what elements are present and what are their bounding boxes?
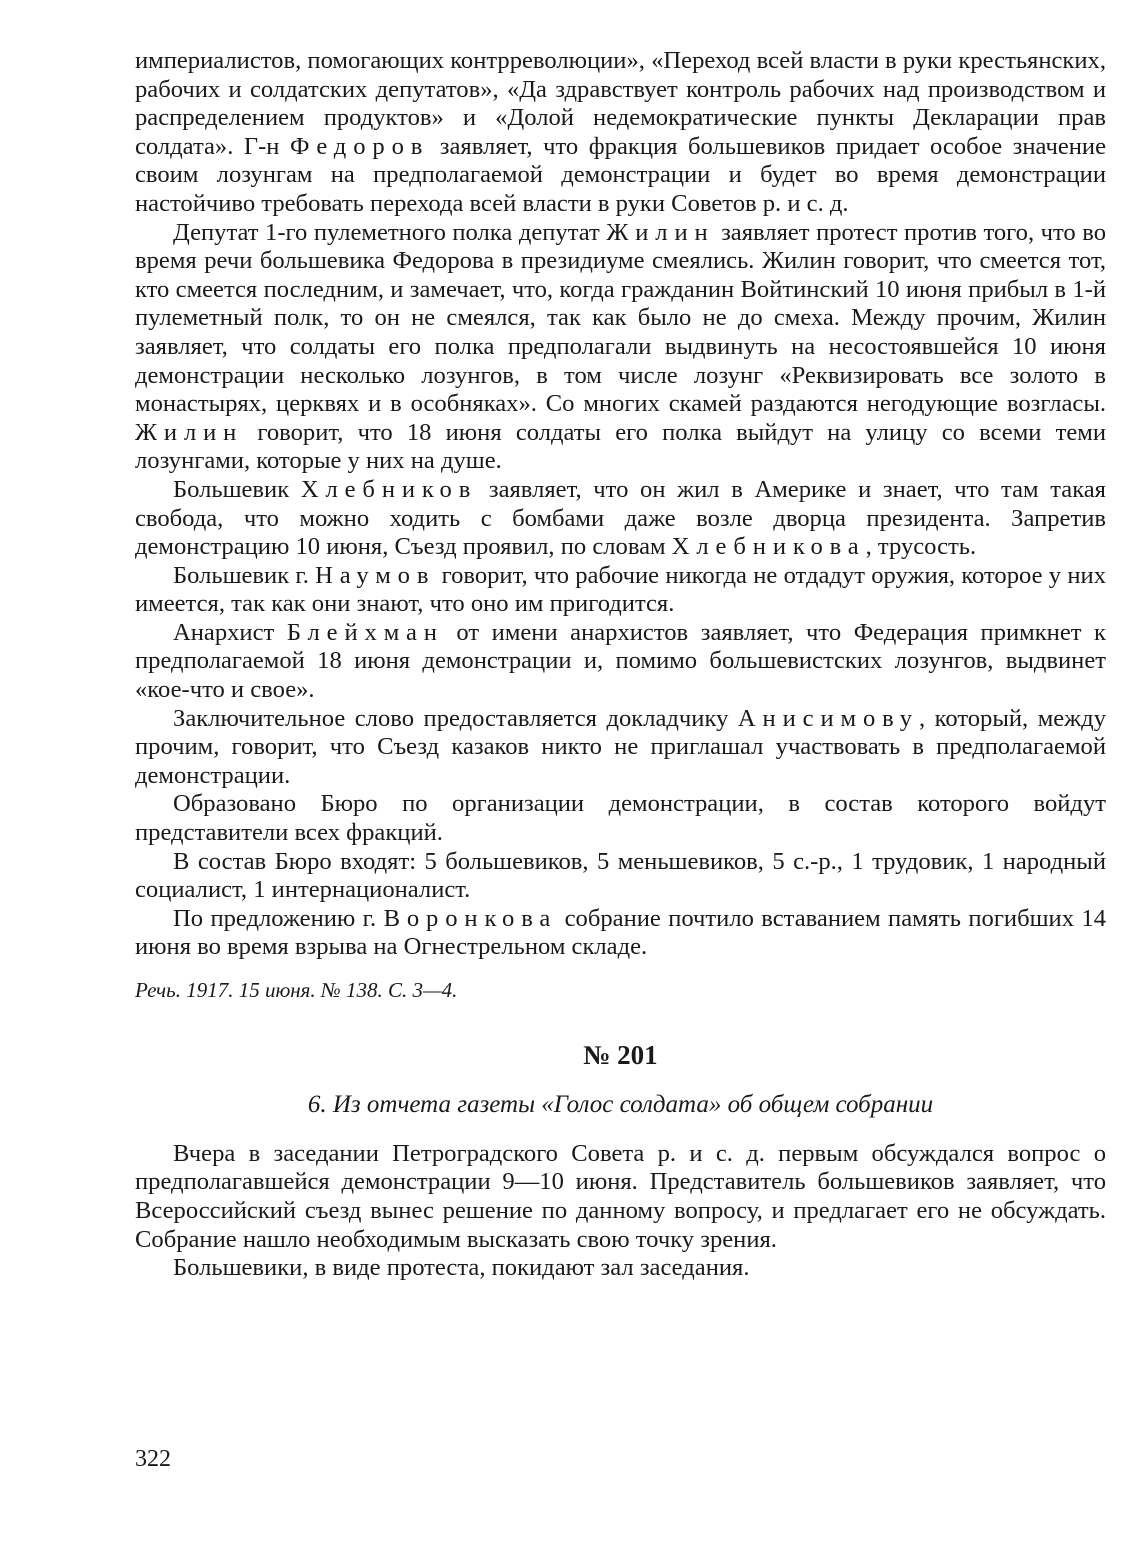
paragraph: Анархист Блейхман от имени анархистов заявляет, что Федерация примкнет к предполагаемой 18 июня демонстрации и, помимо большевистских лозунгов, выдвинет «кое-что и свое».: [135, 618, 1106, 704]
spaced-name: Федоров: [290, 132, 430, 160]
spaced-name: Жилин: [135, 418, 244, 446]
spaced-name: Анисимову: [737, 704, 919, 732]
document-number: № 201: [583, 1039, 658, 1070]
spaced-name: Жилин: [606, 218, 715, 246]
spaced-name: Воронкова: [383, 904, 558, 932]
page-number: 322: [135, 1446, 171, 1472]
paragraph: По предложению г. Воронкова собрание почтило вставанием память погибших 14 июня во время взрыва на Огнестрельном складе.: [135, 904, 1107, 961]
paragraph: Большевик г. Наумов говорит, что рабочие никогда не отдадут оружия, которое у них имеется, так как они знают, что оно им пригодится.: [135, 561, 1106, 618]
paragraph: Заключительное слово предоставляется докладчику Анисимову, который, между прочим, говорит, что Съезд казаков никто не приглашал участвовать в предполагаемой демонстрации.: [135, 704, 1106, 789]
paragraph: В состав Бюро входят: 5 большевиков, 5 меньшевиков, 5 с.-р., 1 трудовик, 1 народный социалист, 1 интернационалист.: [135, 847, 1106, 904]
spaced-name: Хлебникова: [671, 533, 866, 561]
paragraph: Вчера в заседании Петроградского Совета р. и с. д. первым обсуждался вопрос о предполагавшейся демонстрации 9—10 июня. Представитель большевиков заявляет, что Всероссийский съезд вынес решение по данному вопросу, и предлагает его не обсуждать. Собрание нашло необходимым высказать свою точку зрения.: [135, 1139, 1106, 1253]
spaced-name: Блейхман: [286, 618, 444, 646]
spaced-name: Наумов: [315, 561, 436, 589]
spaced-name: Хлебников: [300, 475, 478, 503]
document-title: 6. Из отчета газеты «Голос солдата» об общем собрании: [307, 1091, 934, 1119]
paragraph: Большевик Хлебников заявляет, что он жил в Америке и знает, что там такая свобода, что можно ходить с бомбами даже возле дворца президента. Запретив демонстрацию 10 июня, Съезд проявил, по словам Хлебникова, трусость.: [135, 475, 1106, 561]
paragraph: Большевики, в виде протеста, покидают зал заседания.: [173, 1254, 750, 1282]
paragraph: Депутат 1-го пулеметного полка депутат Жилин заявляет протест против того, что во время речи большевика Федорова в президиуме смеялись. Жилин говорит, что смеется тот, кто смеется последним, и замечает, что, когда гражданин Войтинский 10 июня прибыл в 1-й пулеметный полк, то он не смеялся, так как было не до смеха. Между прочим, Жилин заявляет, что солдаты его полка предполагали выдвинуть на несостоявшейся 10 июня демонстрации несколько лозунгов, в том числе лозунг «Реквизировать все золото в монастырях, церквях и в особняках». Со многих скамей раздаются негодующие возгласы. Жилин говорит, что 18 июня солдаты его полка выйдут на улицу со всеми теми лозунгами, которые у них на душе.: [135, 218, 1106, 475]
page-content: [135, 47, 1106, 1283]
paragraph: Образовано Бюро по организации демонстрации, в состав которого войдут представители всех фракций.: [135, 790, 1106, 847]
source-citation: Речь. 1917. 15 июня. № 138. С. 3—4.: [135, 978, 458, 1002]
paragraph: империалистов, помогающих контрреволюции», «Переход всей власти в руки крестьянских, рабочих и солдатских депутатов», «Да здравствует контроль рабочих над производством и распределением продуктов» и «Долой недемократические пункты Декларации прав солдата». Г-н Федоров заявляет, что фракция большевиков придает особое значение своим лозунгам на предполагаемой демонстрации и будет во время демонстрации настойчиво требовать перехода всей власти в руки Советов р. и с. д.: [135, 47, 1106, 217]
